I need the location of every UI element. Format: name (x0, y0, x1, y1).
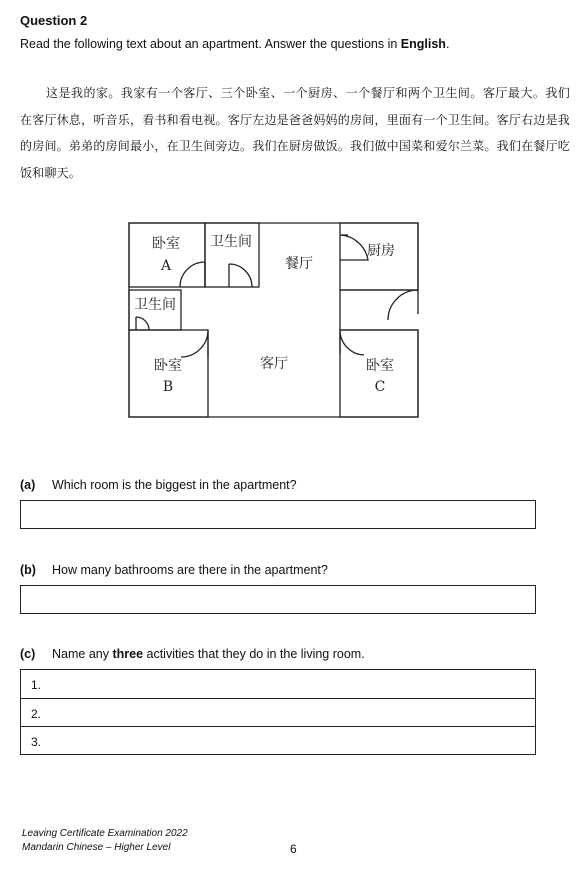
answer-number-2: 2. (31, 707, 42, 721)
instruction-emphasis: English (400, 37, 446, 51)
label-dining: 餐厅 (285, 256, 313, 272)
label-living-room: 客厅 (260, 356, 288, 372)
footer-subject: Mandarin Chinese – Higher Level (22, 842, 171, 853)
label-kitchen: 厨房 (367, 243, 395, 259)
door-bathroom-1 (229, 264, 252, 287)
question-c-text-end: activities that they do in the living room. (143, 647, 365, 661)
question-instruction (20, 37, 449, 51)
door-kitchen (340, 235, 368, 260)
door-bedroom-b (181, 330, 208, 357)
label-bathroom-1: 卫生间 (210, 234, 252, 250)
question-a-text: Which room is the biggest in the apartment? (52, 478, 297, 492)
answer-row-3[interactable] (21, 726, 535, 754)
label-bedroom-a-letter: A (160, 258, 172, 274)
door-bathroom-2 (136, 317, 149, 330)
apartment-floor-plan (128, 222, 420, 420)
question-title: Question 2 (20, 13, 88, 28)
instruction-end: . (445, 37, 450, 51)
question-c-number: (c) (20, 647, 36, 661)
room-bathroom-1 (205, 223, 259, 287)
answer-number-3: 3. (31, 735, 42, 749)
answer-number-1: 1. (31, 678, 42, 692)
label-bedroom-b-letter: B (162, 379, 174, 395)
page-footer (22, 827, 188, 855)
label-bedroom-c-letter: C (374, 379, 386, 395)
question-b (20, 563, 328, 577)
door-bedroom-a (180, 262, 205, 287)
label-bedroom-a: 卧室 (152, 236, 180, 252)
question-a (20, 478, 297, 492)
answer-row-2[interactable] (21, 698, 535, 726)
page-number: 6 (290, 842, 297, 856)
instruction-text: Read the following text about an apartment. Answer the questions in (20, 37, 401, 51)
room-bedroom-a (129, 223, 205, 287)
question-c-text: Name any (52, 647, 113, 661)
label-bedroom-c: 卧室 (366, 358, 394, 374)
door-bedroom-c (340, 330, 364, 355)
reading-passage: 这是我的家。我家有一个客厅、三个卧室、一个厨房、一个餐厅和两个卫生间。客厅最大。我们在客厅休息，听音乐，看书和看电视。客厅左边是爸爸妈妈的房间，里面有一个卫生间。客厅右边是我的房间。弟弟的房间最小，在卫生间旁边。我们在厨房做饭。我们做中国菜和爱尔兰菜。我们在餐厅吃饭和聊天。 (20, 86, 570, 180)
answer-row-1[interactable] (21, 670, 535, 698)
label-bedroom-b: 卧室 (154, 358, 182, 374)
footer-exam: Leaving Certificate Examination 2022 (22, 828, 188, 839)
door-hall-right (388, 290, 418, 320)
label-bathroom-2: 卫生间 (134, 297, 176, 313)
answer-box-a[interactable] (20, 500, 536, 529)
question-b-number: (b) (20, 563, 36, 577)
question-c-emphasis: three (112, 647, 144, 661)
question-b-text: How many bathrooms are there in the apartment? (52, 563, 328, 577)
question-c (20, 647, 365, 661)
question-a-number: (a) (20, 478, 36, 492)
answer-box-b[interactable] (20, 585, 536, 614)
answer-box-c (20, 669, 536, 755)
